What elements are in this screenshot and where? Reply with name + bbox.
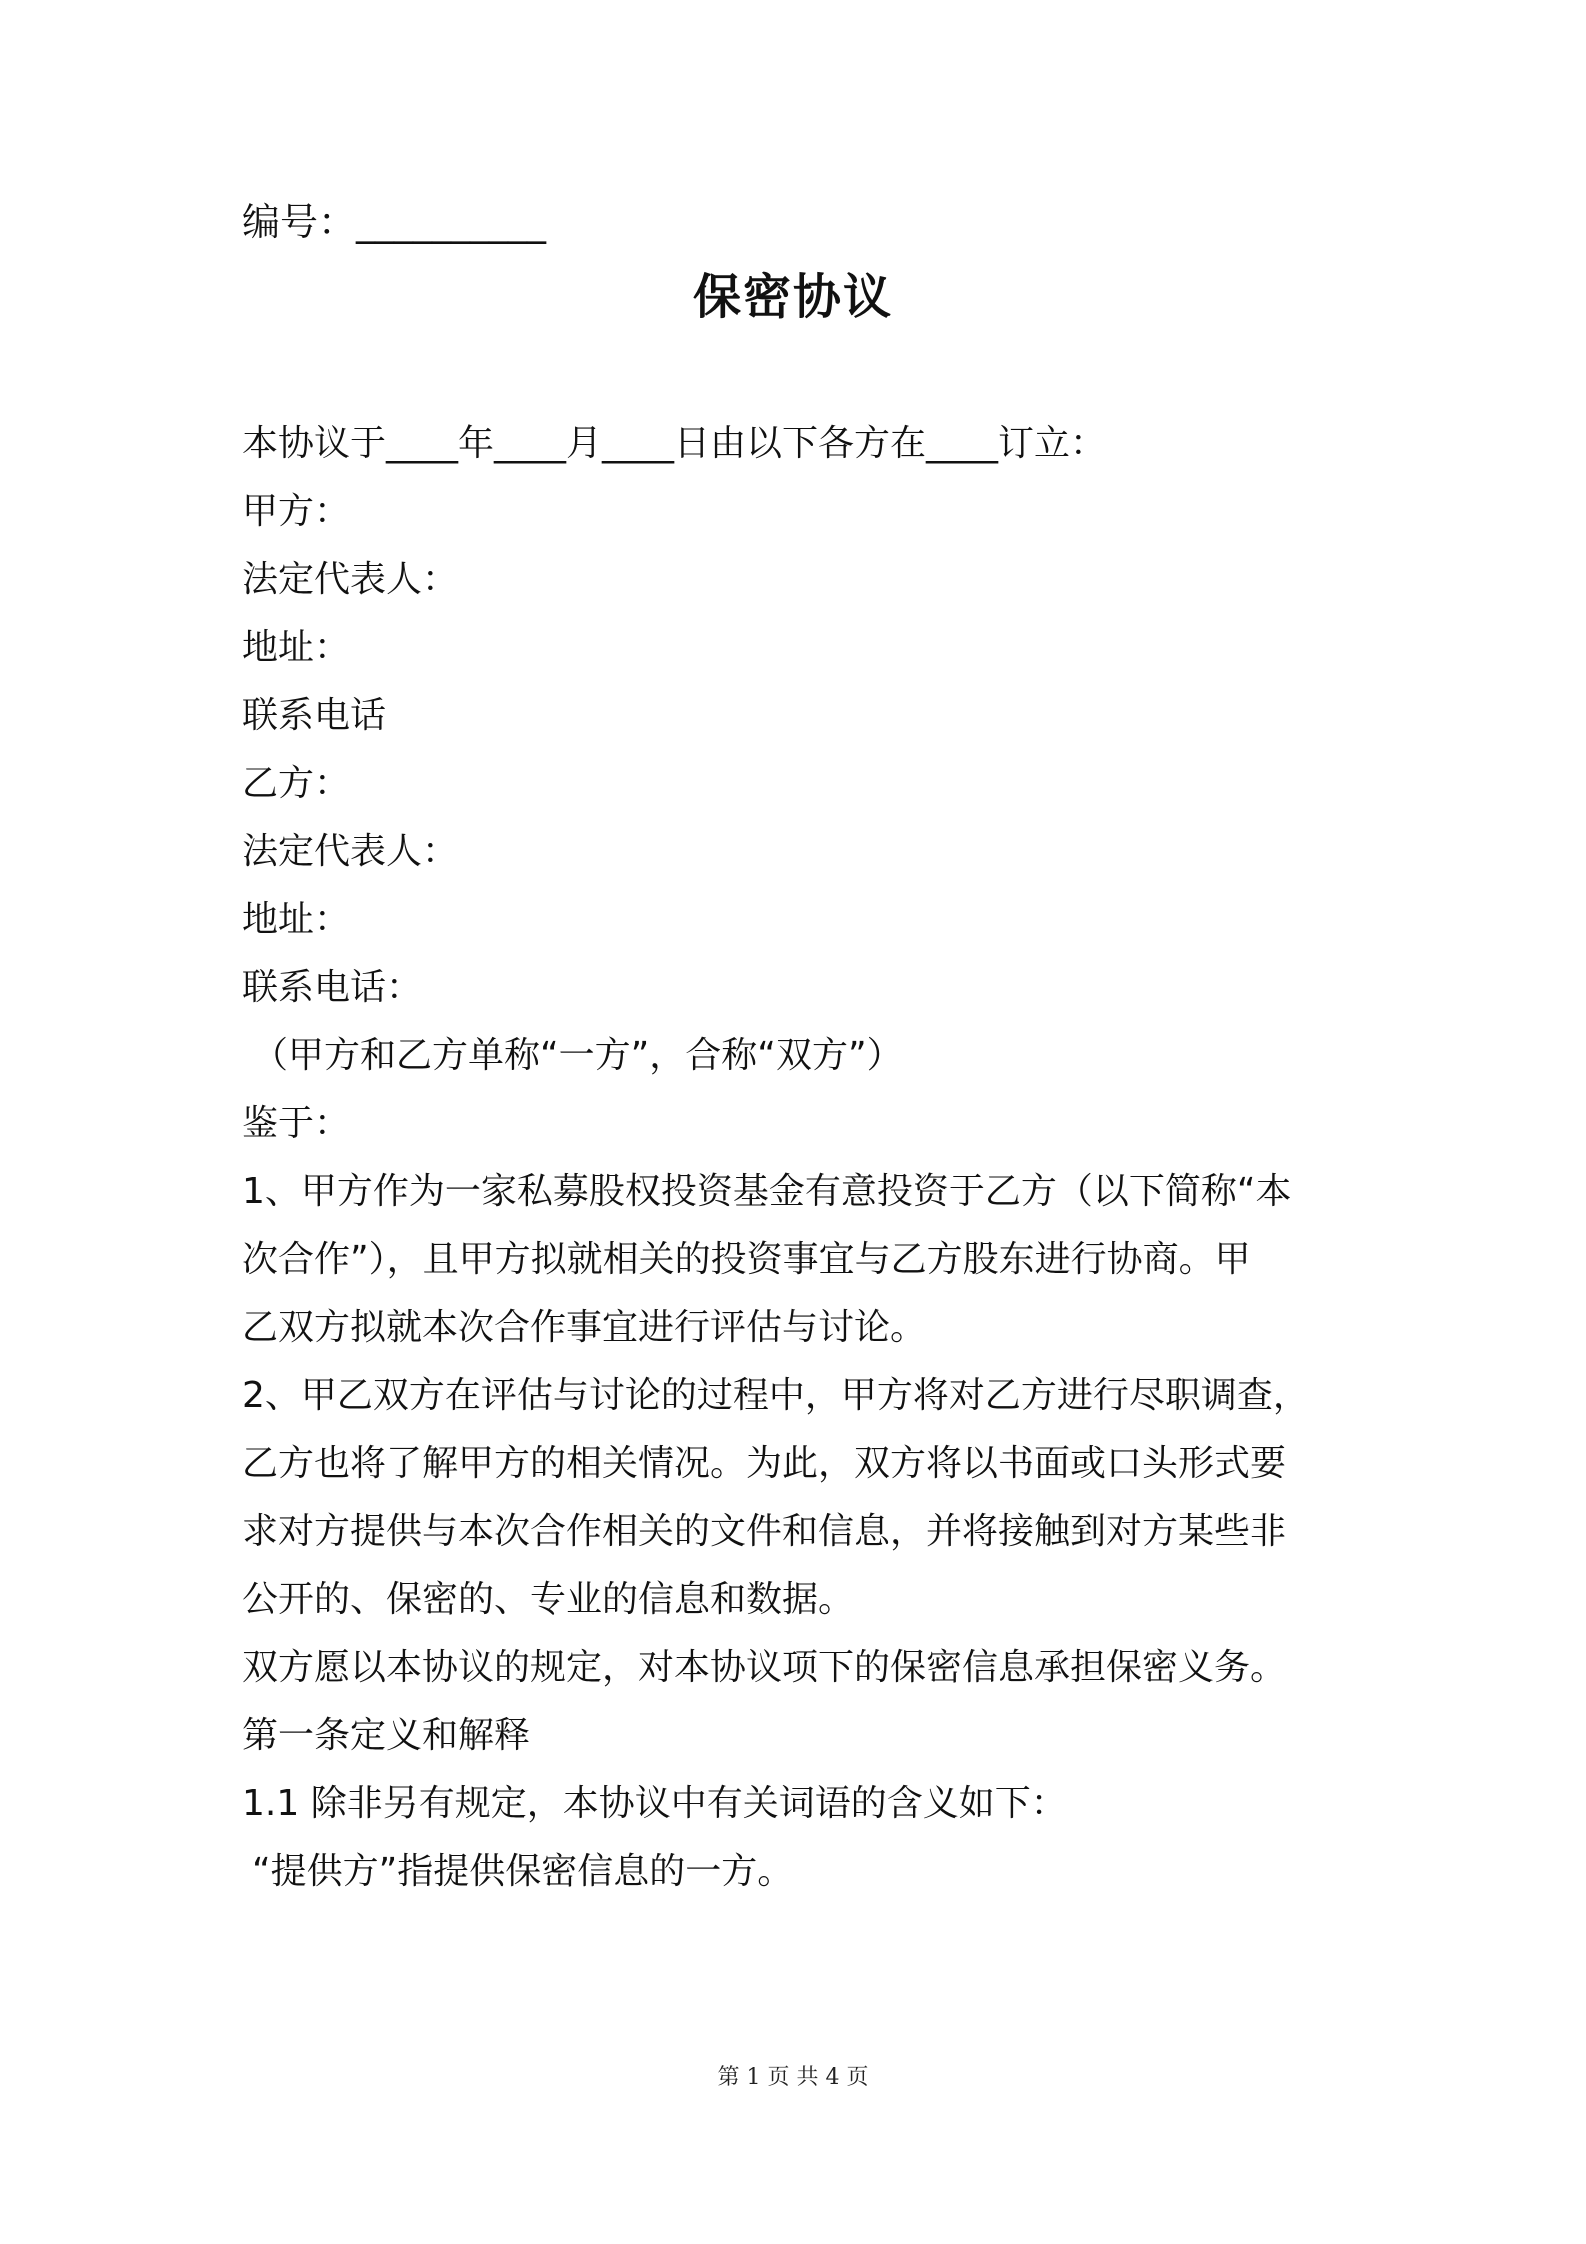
party-a-address-label: 地址：: [242, 627, 351, 668]
party-b-phone-label: 联系电话：: [242, 967, 423, 1008]
party-b-address-label: 地址：: [242, 899, 351, 940]
paragraph-line: 乙双方拟就本次合作事宜进行评估与讨论。: [242, 1307, 927, 1348]
paragraph-line: 求对方提供与本次合作相关的文件和信息，并将接触到对方某些非: [242, 1511, 1287, 1552]
party-a-representative-label: 法定代表人：: [242, 559, 459, 600]
clause-1-1: 1.1 除非另有规定，本协议中有关词语的含义如下：: [242, 1783, 1067, 1824]
date-place-line: 本协议于____年____月____日由以下各方在____订立：: [242, 423, 1107, 464]
definition-provider: “提供方”指提供保密信息的一方。: [252, 1851, 794, 1892]
article-1-heading: 第一条定义和解释: [242, 1715, 531, 1756]
paragraph-line: 1、甲方作为一家私募股权投资基金有意投资于乙方（以下简称“本: [242, 1171, 1292, 1212]
page-footer: 第 1 页 共 4 页: [717, 2065, 869, 2090]
agreement-statement: 双方愿以本协议的规定，对本协议项下的保密信息承担保密义务。: [242, 1647, 1287, 1688]
party-b-representative-label: 法定代表人：: [242, 831, 459, 872]
document-number: 编号：__________: [242, 200, 547, 244]
paragraph-line: 次合作”），且甲方拟就相关的投资事宜与乙方股东进行协商。甲: [242, 1239, 1251, 1280]
parties-note: （甲方和乙方单称“一方”，合称“双方”）: [252, 1035, 903, 1076]
whereas-label: 鉴于：: [242, 1103, 351, 1144]
document-title: 保密协议: [692, 269, 893, 325]
party-b-name-label: 乙方：: [242, 763, 351, 804]
whereas-item-1: [242, 1158, 1362, 1362]
document-body: [242, 410, 1362, 1906]
party-a-phone-label: 联系电话: [242, 695, 387, 736]
party-a-name-label: 甲方：: [242, 491, 351, 532]
paragraph-line: 乙方也将了解甲方的相关情况。为此，双方将以书面或口头形式要: [242, 1443, 1287, 1484]
paragraph-line: 2、甲乙双方在评估与讨论的过程中，甲方将对乙方进行尽职调查，: [242, 1375, 1309, 1416]
whereas-item-2: [242, 1362, 1362, 1634]
paragraph-line: 公开的、保密的、专业的信息和数据。: [242, 1579, 855, 1620]
